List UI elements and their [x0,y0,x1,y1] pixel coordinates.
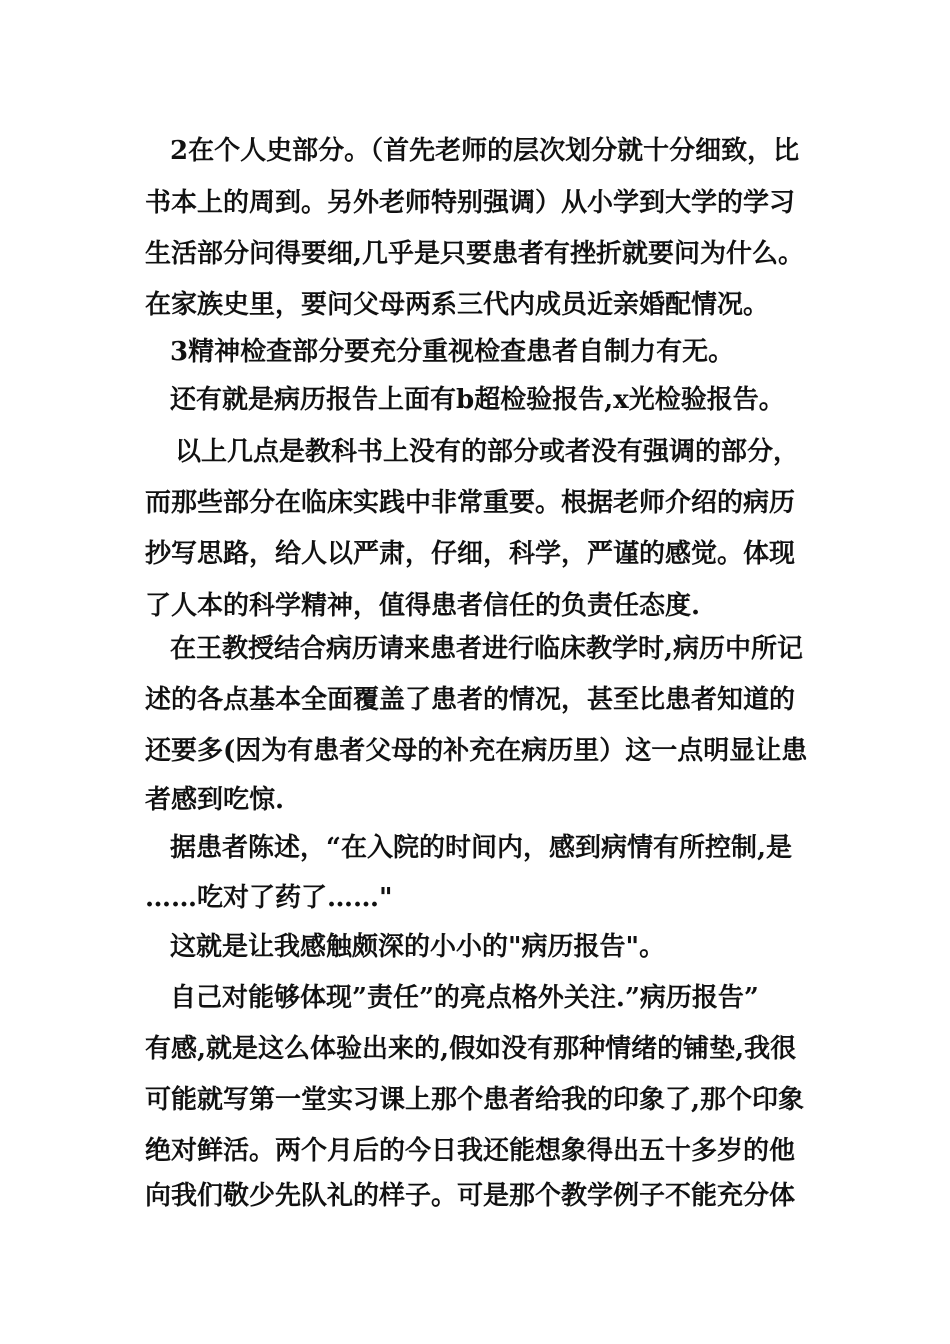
text-line: 可能就写第一堂实习课上那个患者给我的印象了,那个印象 [145,1085,805,1115]
text-line: 2在个人史部分。（首先老师的层次划分就十分细致，比 [170,136,800,166]
text-line: 在家族史里，要问父母两系三代内成员近亲婚配情况。 [145,290,770,320]
text-line: 者感到吃惊. [145,785,285,815]
text-line: 还有就是病历报告上面有b超检验报告,x光检验报告。 [170,385,785,415]
text-line: 3精神检查部分要充分重视检查患者自制力有无。 [170,337,735,367]
text-line: 书本上的周到。另外老师特别强调）从小学到大学的学习 [145,188,796,218]
text-line: 在王教授结合病历请来患者进行临床教学时,病历中所记 [170,634,804,664]
text-line: 以上几点是教科书上没有的部分或者没有强调的部分， [175,437,800,467]
text-line: 这就是让我感触颇深的小小的"病历报告"。 [170,932,666,962]
text-line: 抄写思路，给人以严肃，仔细，科学，严谨的感觉。体现 [145,539,796,569]
text-line: 而那些部分在临床实践中非常重要。根据老师介绍的病历 [145,488,796,518]
text-line: 向我们敬少先队礼的样子。可是那个教学例子不能充分体 [145,1181,796,1211]
text-line: 绝对鲜活。两个月后的今日我还能想象得出五十多岁的他 [145,1136,796,1166]
text-line: 据患者陈述，“在入院的时间内，感到病情有所控制,是 [170,833,793,863]
text-line: ……吃对了药了……" [145,883,393,913]
text-line: 述的各点基本全面覆盖了患者的情况，甚至比患者知道的 [145,685,796,715]
text-line: 有感,就是这么体验出来的,假如没有那种情绪的铺垫,我很 [145,1034,797,1064]
text-line: 了人本的科学精神，值得患者信任的负责任态度. [145,591,701,621]
text-line: 还要多(因为有患者父母的补充在病历里）这一点明显让患 [145,736,808,766]
text-line: 生活部分问得要细,几乎是只要患者有挫折就要问为什么。 [145,239,805,269]
text-line: 自己对能够体现”责任”的亮点格外关注.”病历报告” [170,983,759,1013]
